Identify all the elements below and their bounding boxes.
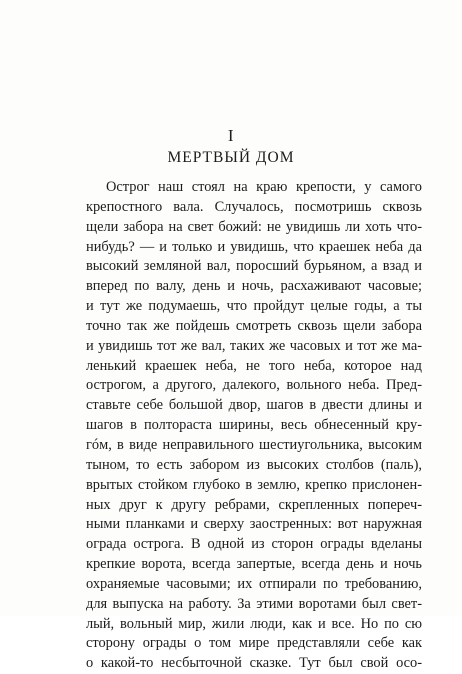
text-line: высокий земляной вал, поросший бурьяном, а взад и xyxy=(86,258,422,275)
text-line: охраняемые часовыми; их отпирали по требованию, xyxy=(86,575,422,592)
chapter-number: I xyxy=(227,126,235,145)
text-line: ставьте себе большой двор, шагов в двести длины и xyxy=(86,397,422,414)
text-line: для выпуска на работу. За этими воротами был свет- xyxy=(86,595,422,612)
text-line: ленький краешек неба, не того неба, которое над xyxy=(86,357,422,374)
text-line: ными планками и сверху заостренных: вот наружная xyxy=(86,516,422,533)
text-line: крепостного вала. Случалось, посмотришь сквозь xyxy=(86,198,422,215)
text-line: ограда острога. В одной из сторон ограды вделаны xyxy=(86,536,422,553)
chapter-title: МЕРТВЫЙ ДОМ xyxy=(167,149,295,166)
text-line: вперед по валу, день и ночь, расхаживают часовые; xyxy=(86,278,422,295)
text-line: тыном, то есть забором из высоких столбов (паль), xyxy=(86,456,422,473)
text-line: щели забора на свет божий: не увидишь ли хоть что- xyxy=(86,218,422,235)
text-line: и тут же подумаешь, что пройдут целые годы, а ты xyxy=(86,298,422,315)
text-line: ных друг к другу ребрами, скрепленных попереч- xyxy=(86,496,422,513)
text-line: врытых стойком глубоко в землю, крепко прислонен- xyxy=(86,476,422,493)
text-line: лый, вольный мир, жили люди, как и все. Но по сю xyxy=(86,615,422,632)
text-line: сторону ограды о том мире представляли себе как xyxy=(86,635,422,652)
text-line: шагов в полтораста ширины, весь обнесенный кру- xyxy=(86,417,422,434)
text-line: крепкие ворота, всегда запертые, всегда день и ночь xyxy=(86,556,422,573)
text-line: точно так же пойдешь смотреть сквозь щели забора xyxy=(86,317,422,334)
text-line: острогом, а другого, далекого, вольного неба. Пред- xyxy=(86,377,422,394)
body-paragraph xyxy=(86,178,422,674)
text-line: Острог наш стоял на краю крепости, у самого xyxy=(106,179,422,195)
text-line: и увидишь тот же вал, таких же часовых и тот же ма- xyxy=(86,337,422,354)
text-line: о какой-то несбыточной сказке. Тут был свой осо- xyxy=(86,655,422,672)
text-line: нибудь? — и только и увидишь, что краешек неба да xyxy=(86,238,422,255)
text-line: гóм, в виде неправильного шестиугольника, высоким xyxy=(86,436,422,453)
